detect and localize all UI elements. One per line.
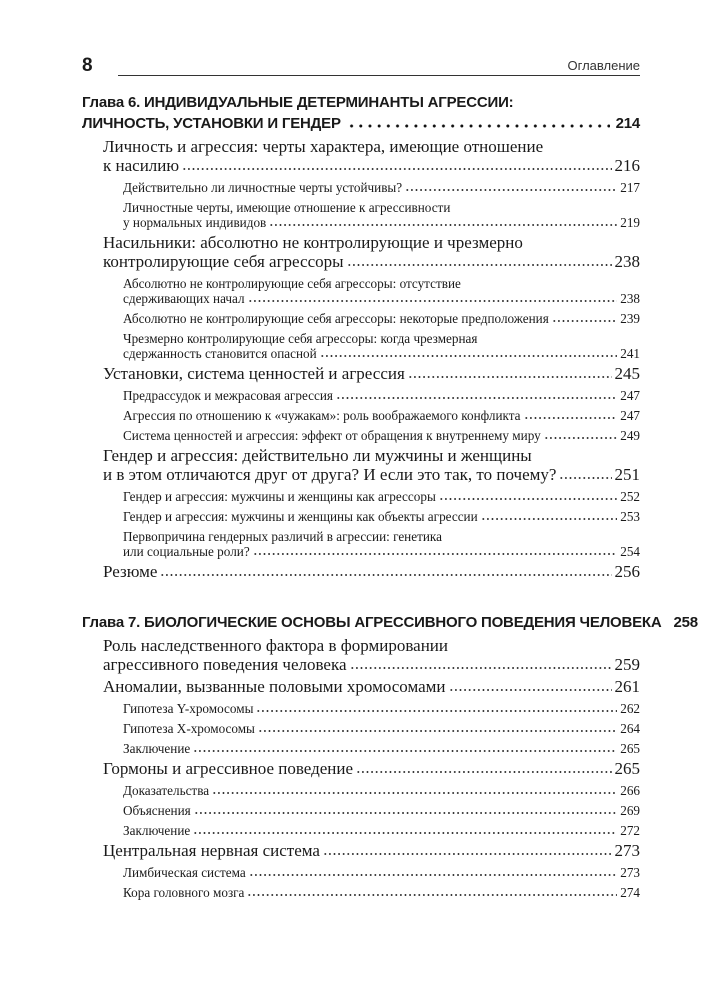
entry-title-line: Кора головного мозга bbox=[123, 885, 245, 900]
toc-subsection[interactable] bbox=[82, 721, 640, 736]
dot-leader bbox=[193, 831, 617, 835]
entry-page-number: 274 bbox=[620, 885, 640, 900]
entry-title-line: Система ценностей и агрессия: эффект от обращения к внутреннему миру bbox=[123, 428, 541, 443]
entry-page-number: 256 bbox=[614, 562, 640, 581]
entry-page-number: 219 bbox=[620, 215, 640, 230]
entry-last-line bbox=[123, 783, 640, 798]
entry-title-line: Гендер и агрессия: действительно ли мужчины и женщины bbox=[103, 446, 532, 465]
toc-subsection[interactable] bbox=[82, 803, 640, 818]
entry-page-number: 239 bbox=[620, 311, 640, 326]
entry-last-line bbox=[123, 215, 640, 230]
entry-title-line: Гипотеза Y-хромосомы bbox=[123, 701, 254, 716]
toc-subsection[interactable] bbox=[82, 276, 640, 306]
dot-leader bbox=[408, 375, 612, 379]
entry-last-line bbox=[123, 721, 640, 736]
entry-page-number: 262 bbox=[620, 701, 640, 716]
toc-section[interactable] bbox=[82, 759, 640, 778]
entry-title-line: Резюме bbox=[103, 562, 158, 581]
dot-leader bbox=[258, 729, 617, 733]
entry-last-line bbox=[123, 509, 640, 524]
dot-leader bbox=[320, 354, 618, 358]
entry-page-number: 273 bbox=[614, 841, 640, 860]
entry-page-number: 265 bbox=[614, 759, 640, 778]
dot-leader bbox=[253, 552, 618, 556]
entry-title-line: Роль наследственного фактора в формировании bbox=[103, 636, 449, 655]
entry-title-line: к насилию bbox=[103, 156, 180, 175]
entry-title-line: сдерживающих начал bbox=[123, 291, 245, 306]
entry-title-line: Заключение bbox=[123, 741, 191, 756]
entry-page-number: 247 bbox=[620, 388, 640, 403]
entry-page-number: 214 bbox=[615, 115, 640, 132]
entry-page-number: 259 bbox=[614, 655, 640, 674]
toc-subsection[interactable] bbox=[82, 408, 640, 423]
entry-page-number: 269 bbox=[620, 803, 640, 818]
dot-leader bbox=[481, 517, 618, 521]
toc-subsection[interactable] bbox=[82, 200, 640, 230]
entry-page-number: 217 bbox=[620, 180, 640, 195]
entry-title-line: агрессивного поведения человека bbox=[103, 655, 347, 674]
entry-last-line bbox=[123, 291, 640, 306]
entry-title-line: Аномалии, вызванные половыми хромосомами bbox=[103, 677, 446, 696]
toc-subsection[interactable] bbox=[82, 331, 640, 361]
toc-chapter[interactable] bbox=[82, 92, 640, 134]
entry-last-line bbox=[103, 156, 640, 175]
toc-subsection[interactable] bbox=[82, 885, 640, 900]
toc-section[interactable] bbox=[82, 446, 640, 484]
entry-title-line: Доказательства bbox=[123, 783, 210, 798]
entry-title-line: Личностные черты, имеющие отношение к агрессивности bbox=[123, 200, 451, 215]
dot-leader bbox=[323, 852, 612, 856]
entry-title-line: Предрассудок и межрасовая агрессия bbox=[123, 388, 333, 403]
entry-title-line: сдержанность становится опасной bbox=[123, 346, 317, 361]
toc-subsection[interactable] bbox=[82, 489, 640, 504]
toc-subsection[interactable] bbox=[82, 741, 640, 756]
page-number: 8 bbox=[82, 55, 93, 76]
header-rule bbox=[118, 75, 640, 76]
entry-last-line bbox=[123, 823, 640, 838]
toc-section[interactable] bbox=[82, 233, 640, 271]
entry-last-line bbox=[82, 612, 698, 633]
dot-leader bbox=[269, 223, 617, 227]
running-title: Оглавление bbox=[567, 58, 640, 73]
entry-last-line bbox=[123, 544, 640, 559]
entry-title-line: Глава 7. БИОЛОГИЧЕСКИЕ ОСНОВЫ АГРЕССИВНОГО ПОВЕДЕНИЯ ЧЕЛОВЕКА bbox=[82, 614, 662, 631]
dot-leader bbox=[160, 573, 611, 577]
toc-subsection[interactable] bbox=[82, 180, 640, 195]
entry-last-line bbox=[123, 428, 640, 443]
dot-leader bbox=[552, 319, 617, 323]
entry-title-line: Насильники: абсолютно не контролирующие и чрезмерно bbox=[103, 233, 523, 252]
entry-title-line: Абсолютно не контролирующие себя агрессоры: некоторые предположения bbox=[123, 311, 549, 326]
entry-last-line bbox=[103, 655, 640, 674]
entry-page-number: 264 bbox=[620, 721, 640, 736]
dot-leader bbox=[212, 791, 617, 795]
toc-section[interactable] bbox=[82, 636, 640, 674]
toc-subsection[interactable] bbox=[82, 509, 640, 524]
entry-page-number: 247 bbox=[620, 408, 640, 423]
entry-page-number: 265 bbox=[620, 741, 640, 756]
entry-page-number: 238 bbox=[620, 291, 640, 306]
entry-page-number: 272 bbox=[620, 823, 640, 838]
entry-last-line bbox=[103, 759, 640, 778]
dot-leader bbox=[544, 436, 618, 440]
entry-last-line bbox=[103, 252, 640, 271]
toc-subsection[interactable] bbox=[82, 701, 640, 716]
entry-title-line: Центральная нервная система bbox=[103, 841, 320, 860]
entry-last-line bbox=[123, 408, 640, 423]
dot-leader bbox=[439, 497, 617, 501]
entry-last-line bbox=[123, 865, 640, 880]
entry-page-number: 266 bbox=[620, 783, 640, 798]
entry-page-number: 216 bbox=[614, 156, 640, 175]
entry-page-number: 249 bbox=[620, 428, 640, 443]
entry-last-line bbox=[123, 701, 640, 716]
entry-last-line bbox=[123, 311, 640, 326]
toc-subsection[interactable] bbox=[82, 783, 640, 798]
entry-title-line: Гипотеза X-хромосомы bbox=[123, 721, 255, 736]
entry-page-number: 251 bbox=[614, 465, 640, 484]
entry-title-line: Объяснения bbox=[123, 803, 191, 818]
entry-title-line: Агрессия по отношению к «чужакам»: роль воображаемого конфликта bbox=[123, 408, 521, 423]
table-of-contents bbox=[82, 92, 698, 900]
entry-title-line: ЛИЧНОСТЬ, УСТАНОВКИ И ГЕНДЕР bbox=[82, 115, 341, 132]
entry-title-line: Лимбическая система bbox=[123, 865, 246, 880]
toc-subsection[interactable] bbox=[82, 428, 640, 443]
dot-leader bbox=[194, 811, 617, 815]
dot-leader bbox=[559, 476, 611, 480]
dot-leader bbox=[449, 688, 612, 692]
entry-page-number: 273 bbox=[620, 865, 640, 880]
entry-last-line bbox=[82, 113, 640, 134]
toc-subsection[interactable] bbox=[82, 865, 640, 880]
toc-chapter[interactable] bbox=[82, 612, 698, 633]
entry-title-line: Глава 6. ИНДИВИДУАЛЬНЫЕ ДЕТЕРМИНАНТЫ АГРЕССИИ: bbox=[82, 94, 514, 111]
entry-title-line: Гендер и агрессия: мужчины и женщины как агрессоры bbox=[123, 489, 436, 504]
entry-title-line: контролирующие себя агрессоры bbox=[103, 252, 344, 271]
entry-title-line: Чрезмерно контролирующие себя агрессоры: когда чрезмерная bbox=[123, 331, 478, 346]
dot-leader bbox=[256, 709, 617, 713]
entry-page-number: 245 bbox=[614, 364, 640, 383]
toc-subsection[interactable] bbox=[82, 529, 640, 559]
toc-section[interactable] bbox=[82, 364, 640, 383]
entry-title-line: Гендер и агрессия: мужчины и женщины как объекты агрессии bbox=[123, 509, 478, 524]
entry-last-line bbox=[103, 562, 640, 581]
toc-subsection[interactable] bbox=[82, 823, 640, 838]
entry-last-line bbox=[123, 803, 640, 818]
entry-page-number: 254 bbox=[620, 544, 640, 559]
dot-leader bbox=[336, 396, 617, 400]
entry-title-line: Заключение bbox=[123, 823, 191, 838]
dot-leader bbox=[249, 873, 618, 877]
toc-section[interactable] bbox=[82, 562, 640, 581]
entry-title-line: у нормальных индивидов bbox=[123, 215, 267, 230]
entry-last-line bbox=[103, 364, 640, 383]
entry-last-line bbox=[123, 346, 640, 361]
toc-section[interactable] bbox=[82, 677, 640, 696]
entry-last-line bbox=[123, 489, 640, 504]
entry-last-line bbox=[103, 677, 640, 696]
dot-leader bbox=[347, 124, 610, 128]
entry-page-number: 258 bbox=[673, 614, 698, 631]
toc-subsection[interactable] bbox=[82, 388, 640, 403]
toc-section[interactable] bbox=[82, 137, 640, 175]
dot-leader bbox=[347, 263, 612, 267]
entry-last-line bbox=[123, 885, 640, 900]
entry-title-line: или социальные роли? bbox=[123, 544, 250, 559]
toc-section[interactable] bbox=[82, 841, 640, 860]
entry-last-line bbox=[123, 741, 640, 756]
entry-title-line: Гормоны и агрессивное поведение bbox=[103, 759, 354, 778]
entry-page-number: 253 bbox=[620, 509, 640, 524]
dot-leader bbox=[356, 770, 611, 774]
entry-title-line: Личность и агрессия: черты характера, имеющие отношение bbox=[103, 137, 544, 156]
entry-last-line bbox=[103, 465, 640, 484]
dot-leader bbox=[193, 749, 617, 753]
entry-page-number: 238 bbox=[614, 252, 640, 271]
dot-leader bbox=[524, 416, 618, 420]
entry-title-line: Первопричина гендерных различий в агрессии: генетика bbox=[123, 529, 442, 544]
entry-title-line: Действительно ли личностные черты устойчивы? bbox=[123, 180, 403, 195]
entry-page-number: 252 bbox=[620, 489, 640, 504]
dot-leader bbox=[350, 666, 612, 670]
entry-page-number: 261 bbox=[614, 677, 640, 696]
entry-last-line bbox=[123, 180, 640, 195]
entry-title-line: Установки, система ценностей и агрессия bbox=[103, 364, 405, 383]
dot-leader bbox=[248, 299, 618, 303]
entry-title-line: Абсолютно не контролирующие себя агрессоры: отсутствие bbox=[123, 276, 461, 291]
dot-leader bbox=[247, 893, 617, 897]
dot-leader bbox=[182, 167, 611, 171]
dot-leader bbox=[405, 188, 617, 192]
entry-last-line bbox=[123, 388, 640, 403]
entry-page-number: 241 bbox=[620, 346, 640, 361]
entry-last-line bbox=[103, 841, 640, 860]
toc-subsection[interactable] bbox=[82, 311, 640, 326]
entry-title-line: и в этом отличаются друг от друга? И если это так, то почему? bbox=[103, 465, 557, 484]
